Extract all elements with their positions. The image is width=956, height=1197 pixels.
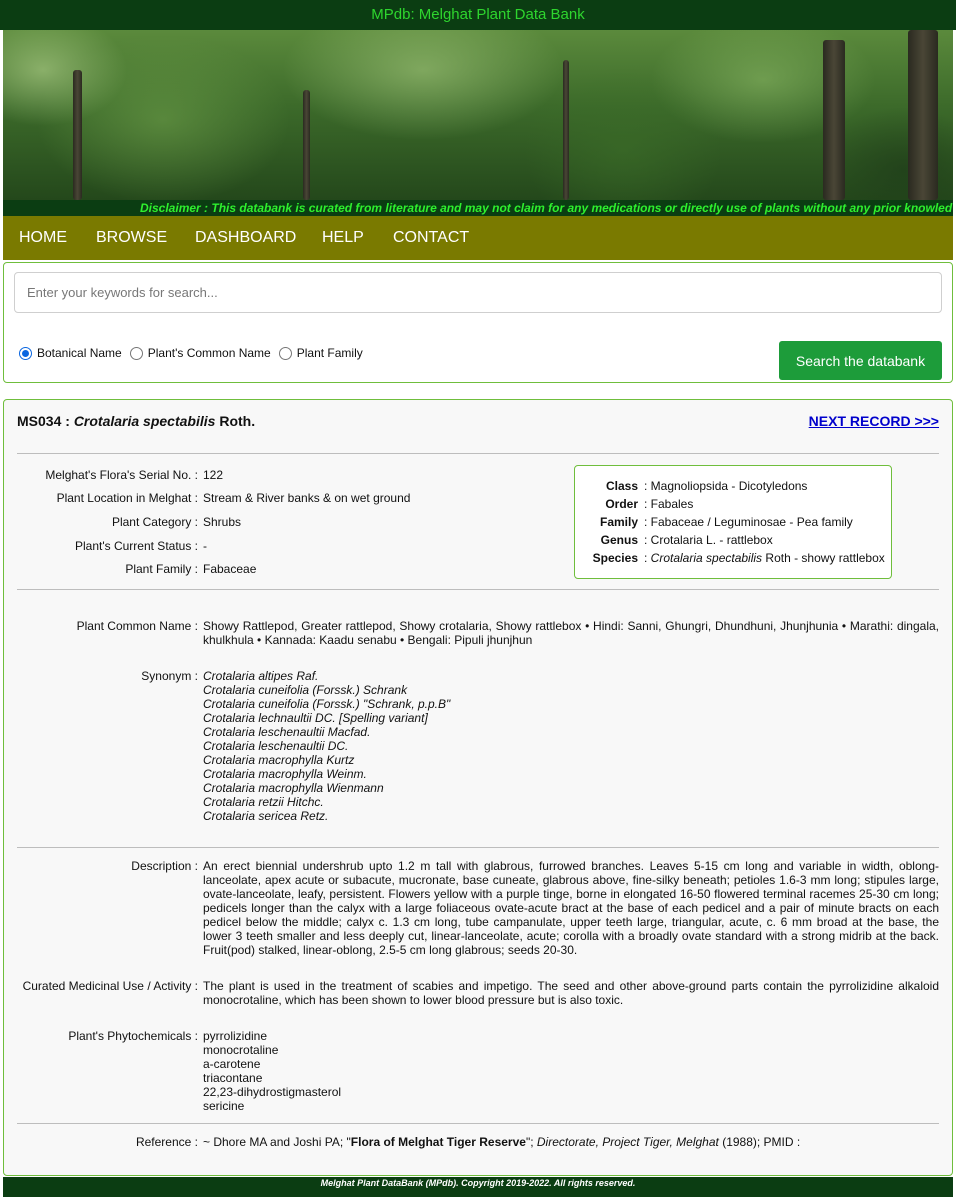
phytochemical-item: pyrrolizidine (203, 1029, 268, 1043)
radio-plant-family[interactable] (279, 347, 292, 360)
reference-separator: "; (525, 1135, 537, 1149)
record-author: Roth. (219, 413, 256, 429)
taxonomy-class-value: : Magnoliopsida - Dicotyledons (644, 479, 808, 493)
divider (17, 589, 939, 590)
common-name-value: Showy Rattlepod, Greater rattlepod, Showy crotalaria, Showy rattlebox • Hindi: Sanni, Ghungri, Dhundhuni, Jhunjhunia • Marathi: dingala, khulkhula • Kannada: Kaadu senabu • Bengali: Pipuli jhunjhun (203, 619, 939, 647)
radio-common-name-label: Plant's Common Name (147, 346, 271, 360)
divider (17, 453, 939, 454)
search-button[interactable]: Search the databank (779, 341, 942, 380)
detail-label-family: Plant Family : (125, 562, 198, 576)
taxonomy-species-suffix: Roth - showy rattlebox (762, 551, 885, 565)
tree-trunk (908, 30, 938, 200)
phytochemical-item: triacontane (203, 1071, 263, 1085)
detail-label-location: Plant Location in Melghat : (56, 491, 198, 505)
reference-book-title: Flora of Melghat Tiger Reserve (350, 1135, 526, 1149)
search-input[interactable] (14, 272, 942, 313)
reference-publisher: Directorate, Project Tiger, Melghat (536, 1135, 719, 1149)
detail-value-category: Shrubs (203, 515, 242, 529)
reference-value (203, 1135, 800, 1149)
common-name-label: Plant Common Name : (76, 619, 198, 633)
detail-label-status: Plant's Current Status : (74, 539, 198, 553)
taxonomy-class-label: Class (605, 479, 638, 493)
taxonomy-genus-value: : Crotalaria L. - rattlebox (644, 533, 773, 547)
tree-trunk (73, 70, 82, 200)
radio-common-name[interactable] (130, 347, 143, 360)
phytochemical-list (203, 1029, 341, 1113)
record-title (17, 413, 255, 429)
taxonomy-order-value: : Fabales (644, 497, 694, 511)
description-value: An erect biennial undershrub upto 1.2 m tall with glabrous, furrowed branches. Leaves 5-15 cm long and variable in width, oblong-lanceolate, apex acute or subacute, mucronate, base cuneate, glabrous above, fine-silky beneath; petioles 1.6-3 mm long; stipules large, ovate-lanceolate, leafy, persistent. Flowers yellow with a purple tinge, borne in elongated 16-50 flowered terminal racemes 25-30 cm long; pedicels longer than the calyx with a large foliaceous ovate-acute bract at the base of each pedicel and a pair of minute bracts on each pedicel below the middle; calyx c. 1.3 cm long, tube campanulate, upper teeth large, triangular, acute, c. 6 mm broad at the base, the lower 3 teeth smaller and less deeply cut, linear-lanceolate, acute; corolla with a broadly ovate standard with a strong midrib at the back. Fruit(pod) stalked, linear-oblong, 2.5-5 cm long glabrous; seeds 20-30. (203, 859, 939, 957)
synonym-item: Crotalaria macrophylla Wienmann (203, 781, 384, 795)
taxonomy-family-label: Family (599, 515, 638, 529)
synonym-item: Crotalaria lechnaultii DC. [Spelling variant] (203, 711, 428, 725)
detail-label-serial: Melghat's Flora's Serial No. : (45, 468, 198, 482)
detail-label-category: Plant Category : (111, 515, 198, 529)
detail-value-location: Stream & River banks & on wet ground (203, 491, 411, 505)
synonym-item: Crotalaria macrophylla Weinm. (203, 767, 367, 781)
record-species-name: Crotalaria spectabilis (73, 413, 216, 429)
tree-trunk (563, 60, 569, 200)
synonym-item: Crotalaria cuneifolia (Forssk.) "Schrank, p.p.B" (203, 697, 451, 711)
divider (17, 1123, 939, 1124)
taxonomy-species-name: Crotalaria spectabilis (650, 551, 763, 565)
synonym-item: Crotalaria macrophylla Kurtz (203, 753, 355, 767)
disclaimer-text: Disclaimer : This databank is curated from literature and may not claim for any medications or directly use of plants without any prior knowled (140, 201, 953, 215)
radio-plant-family-label: Plant Family (296, 346, 363, 360)
synonym-list (203, 669, 450, 823)
tree-trunk (823, 40, 845, 200)
description-label: Description : (131, 859, 198, 873)
taxonomy-order-label: Order (605, 497, 638, 511)
forest-banner-image (3, 30, 953, 200)
divider (17, 847, 939, 848)
radio-botanical-name-label: Botanical Name (37, 346, 122, 360)
taxonomy-species-label: Species (592, 551, 638, 565)
phytochemical-item: sericine (203, 1099, 245, 1113)
synonym-item: Crotalaria leschenaultii Macfad. (203, 725, 371, 739)
record-id: MS034 : (17, 413, 70, 429)
reference-authors: ~ Dhore MA and Joshi PA; " (203, 1135, 351, 1149)
taxonomy-box (574, 465, 892, 579)
phytochemical-item: monocrotaline (203, 1043, 279, 1057)
search-type-options (19, 344, 371, 362)
nav-contact[interactable]: CONTACT (393, 229, 470, 246)
medicinal-use-label: Curated Medicinal Use / Activity : (22, 979, 198, 993)
synonym-item: Crotalaria altipes Raf. (203, 669, 319, 683)
nav-dashboard[interactable]: DASHBOARD (195, 229, 297, 246)
detail-value-serial: 122 (203, 468, 224, 482)
main-nav (3, 216, 953, 260)
site-title: MPdb: Melghat Plant Data Bank (0, 0, 956, 30)
phytochemical-item: a-carotene (203, 1057, 261, 1071)
tree-trunk (303, 90, 310, 200)
taxonomy-genus-label: Genus (600, 533, 638, 547)
medicinal-use-value: The plant is used in the treatment of scabies and impetigo. The seed and other above-ground parts contain the pyrrolizidine alkaloid monocrotaline, which has been shown to lower blood pressure but is also toxic. (203, 979, 939, 1007)
synonym-label: Synonym : (141, 669, 198, 683)
nav-browse[interactable]: BROWSE (96, 229, 168, 246)
synonym-item: Crotalaria sericea Retz. (203, 809, 329, 823)
disclaimer-ticker (3, 200, 953, 216)
phytochemicals-label: Plant's Phytochemicals : (68, 1029, 198, 1043)
plant-record-card (3, 399, 953, 1176)
synonym-item: Crotalaria retzii Hitchc. (203, 795, 324, 809)
phytochemical-item: 22,23-dihydrostigmasterol (203, 1085, 342, 1099)
radio-botanical-name[interactable] (19, 347, 32, 360)
footer (3, 1177, 953, 1197)
search-panel (3, 262, 953, 383)
copyright-text: Melghat Plant DataBank (MPdb). Copyright 2019-2022. All rights reserved. (320, 1178, 636, 1188)
nav-help[interactable]: HELP (322, 229, 364, 246)
reference-label: Reference : (135, 1135, 198, 1149)
next-record-link[interactable]: NEXT RECORD >>> (808, 413, 939, 429)
reference-tail: (1988); PMID : (718, 1135, 801, 1149)
detail-value-status: - (203, 539, 207, 553)
synonym-item: Crotalaria leschenaultii DC. (203, 739, 349, 753)
synonym-item: Crotalaria cuneifolia (Forssk.) Schrank (203, 683, 408, 697)
taxonomy-species-prefix: : (644, 551, 651, 565)
nav-home[interactable]: HOME (19, 229, 67, 246)
taxonomy-species-value (644, 551, 885, 565)
detail-value-family: Fabaceae (203, 562, 257, 576)
taxonomy-family-value: : Fabaceae / Leguminosae - Pea family (644, 515, 853, 529)
